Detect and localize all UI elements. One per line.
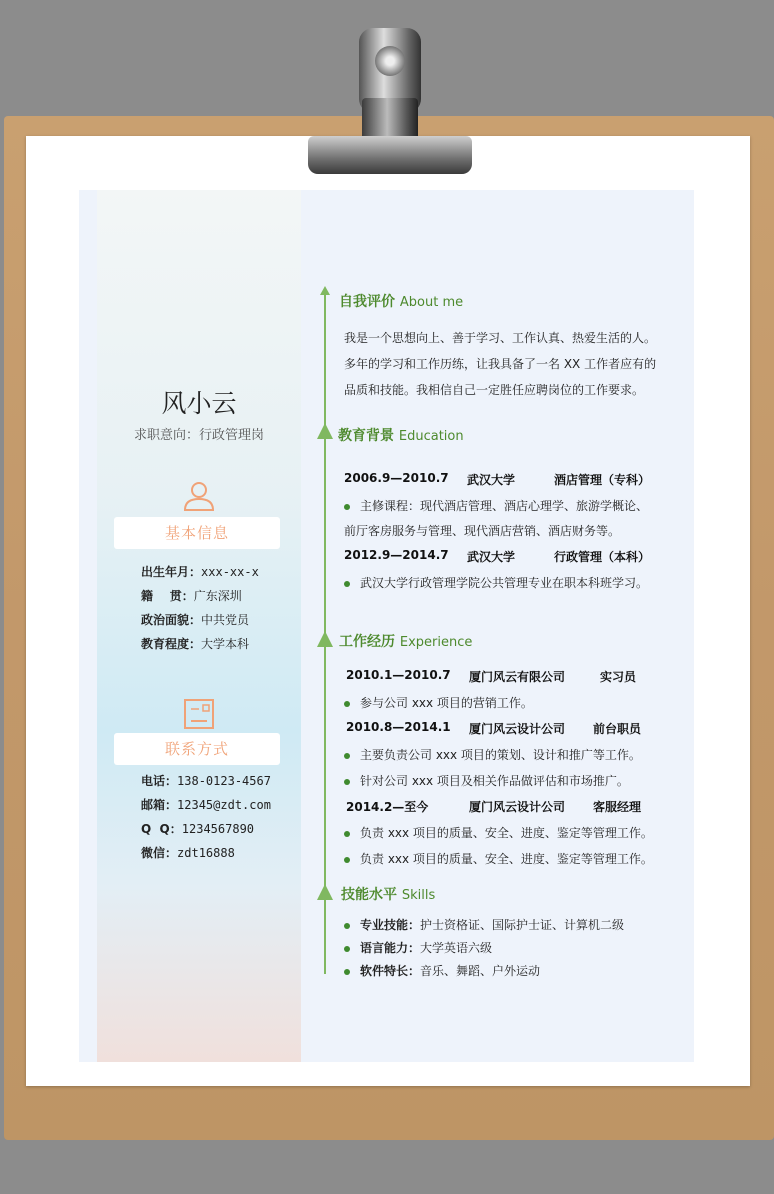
- list-item: 武汉大学行政管理学院公共管理专业在职本科班学习。: [344, 574, 648, 591]
- basic-info-list: [141, 560, 259, 656]
- basic-info-title: 基本信息: [114, 517, 280, 549]
- triangle-marker-icon: [317, 631, 333, 647]
- work-role: 客服经理: [593, 800, 642, 814]
- experience-heading: 工作经历 Experience: [339, 634, 473, 650]
- work-date: 2010.1—2010.7: [346, 668, 451, 682]
- skill-item: 专业技能：护士资格证、国际护士证、计算机二级: [344, 916, 624, 933]
- work-company: 厦门风云设计公司: [469, 722, 566, 736]
- list-item-cont: 前厅客房服务与管理、现代酒店营销、酒店财务等。: [344, 524, 621, 538]
- work-date: 2010.8—2014.1: [346, 720, 451, 734]
- edu-school: 武汉大学: [467, 473, 516, 487]
- resume-name: 风小云: [161, 389, 237, 418]
- binder-clip-icon: [304, 28, 474, 178]
- contact-row: 邮箱：12345@zdt.com: [141, 798, 271, 812]
- list-item: 参与公司 xxx 项目的营销工作。: [344, 694, 533, 711]
- edu-major: 酒店管理（专科）: [554, 473, 651, 487]
- contact-title: 联系方式: [114, 733, 280, 765]
- self-eval-line: 品质和技能。我相信自己一定胜任应聘岗位的工作要求。: [344, 383, 645, 397]
- edu-date: 2006.9—2010.7: [344, 471, 449, 485]
- contact-row: Q Q：1234567890: [141, 822, 255, 836]
- info-row: 政治面貌：中共党员: [141, 613, 250, 627]
- contact-row: 电话：138-0123-4567: [141, 774, 271, 788]
- job-intent: 求职意向：行政管理岗: [133, 428, 264, 443]
- list-item: 主要负责公司 xxx 项目的策划、设计和推广等工作。: [344, 746, 641, 763]
- person-icon: [182, 478, 216, 512]
- self-eval-line: 我是一个思想向上、善于学习、工作认真、热爱生活的人。: [344, 331, 657, 345]
- work-date: 2014.2—至今: [346, 800, 429, 814]
- triangle-marker-icon: [317, 423, 333, 439]
- triangle-marker-icon: [317, 884, 333, 900]
- work-role: 前台职员: [593, 722, 642, 736]
- list-item: 针对公司 xxx 项目及相关作品做评估和市场推广。: [344, 772, 629, 789]
- list-item: 负责 xxx 项目的质量、安全、进度、鉴定等管理工作。: [344, 850, 653, 867]
- edu-major: 行政管理（本科）: [554, 550, 651, 564]
- education-heading: 教育背景 Education: [338, 428, 464, 444]
- list-item: 负责 xxx 项目的质量、安全、进度、鉴定等管理工作。: [344, 824, 653, 841]
- self-eval-heading: 自我评价 About me: [339, 294, 464, 310]
- self-eval-line: 多年的学习和工作历练，让我具备了一名 XX 工作者应有的: [344, 357, 657, 371]
- info-row: 教育程度：大学本科: [141, 637, 250, 651]
- edu-school: 武汉大学: [467, 550, 516, 564]
- skill-item: 语言能力：大学英语六级: [344, 939, 492, 956]
- arrow-up-icon: [320, 286, 330, 295]
- info-row: 籍 贯：广东深圳: [141, 589, 242, 603]
- work-company: 厦门风云有限公司: [469, 670, 566, 684]
- edu-date: 2012.9—2014.7: [344, 548, 449, 562]
- contact-row: 微信：zdt16888: [141, 846, 235, 860]
- work-company: 厦门风云设计公司: [469, 800, 566, 814]
- mail-icon: [182, 697, 216, 731]
- list-item: 主修课程：现代酒店管理、酒店心理学、旅游学概论、: [344, 497, 648, 514]
- info-row: 出生年月：xxx-xx-x: [141, 565, 259, 579]
- skills-heading: 技能水平 Skills: [341, 887, 436, 903]
- work-role: 实习员: [600, 670, 637, 684]
- contact-list: [141, 769, 271, 865]
- skill-item: 软件特长：音乐、舞蹈、户外运动: [344, 962, 540, 979]
